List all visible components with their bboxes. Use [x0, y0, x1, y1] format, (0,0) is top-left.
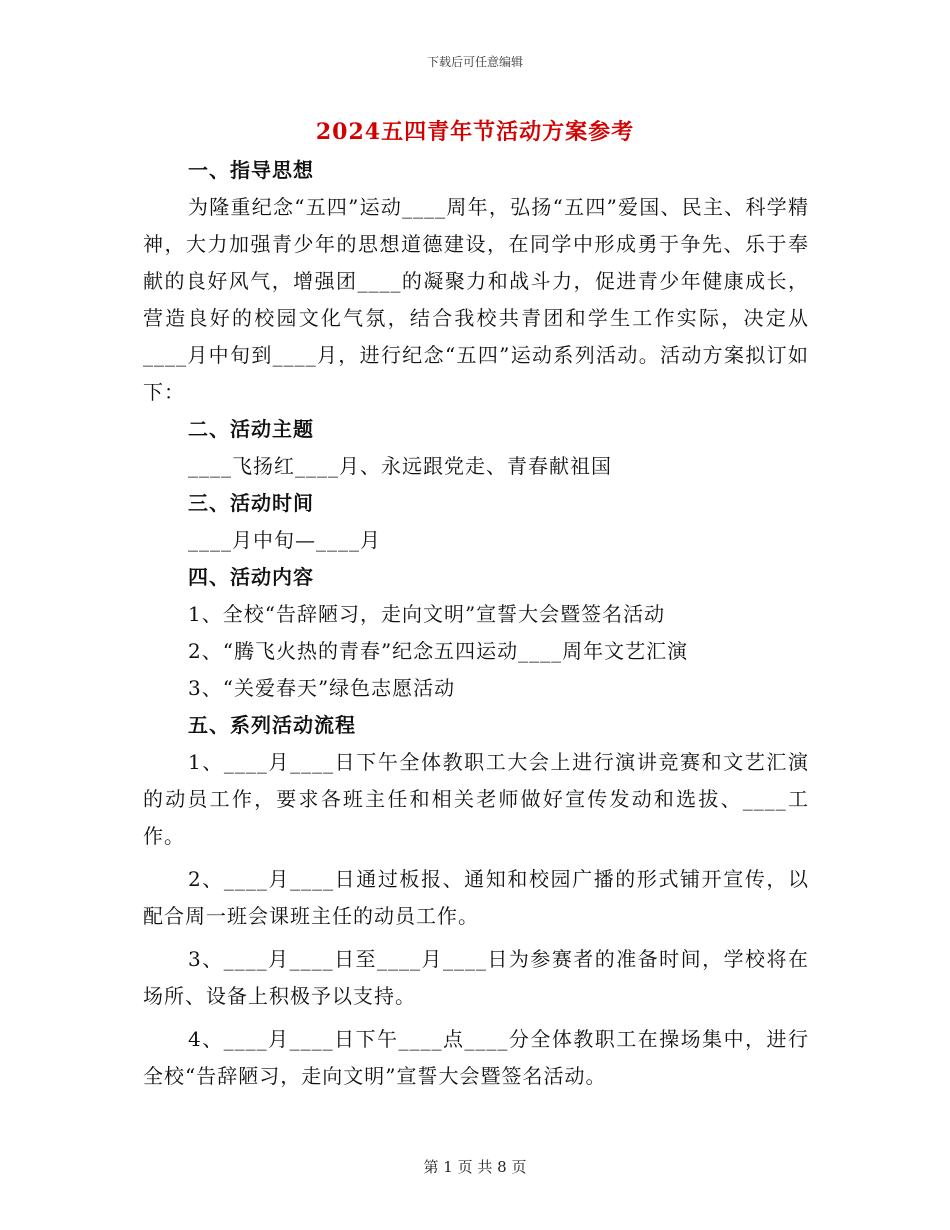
list-item: 3、____月____日至____月____日为参赛者的准备时间，学校将在场所、设备上积极予以支持。 — [143, 947, 809, 1008]
section-heading-guiding-ideology: 一、指导思想 — [188, 158, 314, 182]
section-heading-content: 四、活动内容 — [188, 565, 314, 589]
section-paragraph-time: ____月中旬—____月 — [188, 528, 381, 552]
page-header: 下载后可任意编辑 — [426, 55, 523, 69]
page-footer: 第 1 页 共 8 页 — [423, 1158, 527, 1176]
list-item: 4、____月____日下午____点____分全体教职工在操场集中，进行全校“告辞陋习，走向文明”宣誓大会暨签名活动。 — [143, 1027, 809, 1088]
document-title: 2024五四青年节活动方案参考 — [315, 119, 635, 145]
list-item: 2、“腾飞火热的青春”纪念五四运动____周年文艺汇演 — [188, 639, 689, 663]
list-item: 1、全校“告辞陋习，走向文明”宣誓大会暨签名活动 — [188, 602, 666, 626]
document-body — [143, 152, 809, 1095]
section-heading-theme: 二、活动主题 — [188, 417, 314, 441]
list-item: 2、____月____日通过板报、通知和校园广播的形式铺开宣传，以配合周一班会课班主任的动员工作。 — [143, 867, 809, 928]
list-item: 1、____月____日下午全体教职工大会上进行演讲竞赛和文艺汇演的动员工作，要求各班主任和相关老师做好宣传发动和选拔、____工作。 — [143, 750, 809, 848]
section-heading-time: 三、活动时间 — [188, 491, 314, 515]
list-item: 3、“关爱春天”绿色志愿活动 — [188, 676, 456, 700]
section-paragraph-guiding-ideology: 为隆重纪念“五四”运动____周年，弘扬“五四”爱国、民主、科学精神，大力加强青少年的思想道德建设，在同学中形成勇于争先、乐于奉献的良好风气，增强团____的凝聚力和战斗力，促进青少年健康成长，营造良好的校园文化气氛，结合我校共青团和学生工作实际，决定从____月中旬到____月，进行纪念“五四”运动系列活动。活动方案拟订如下： — [143, 195, 809, 404]
section-paragraph-theme: ____飞扬红____月、永远跟党走、青春献祖国 — [188, 454, 612, 478]
section-heading-process: 五、系列活动流程 — [188, 713, 356, 737]
